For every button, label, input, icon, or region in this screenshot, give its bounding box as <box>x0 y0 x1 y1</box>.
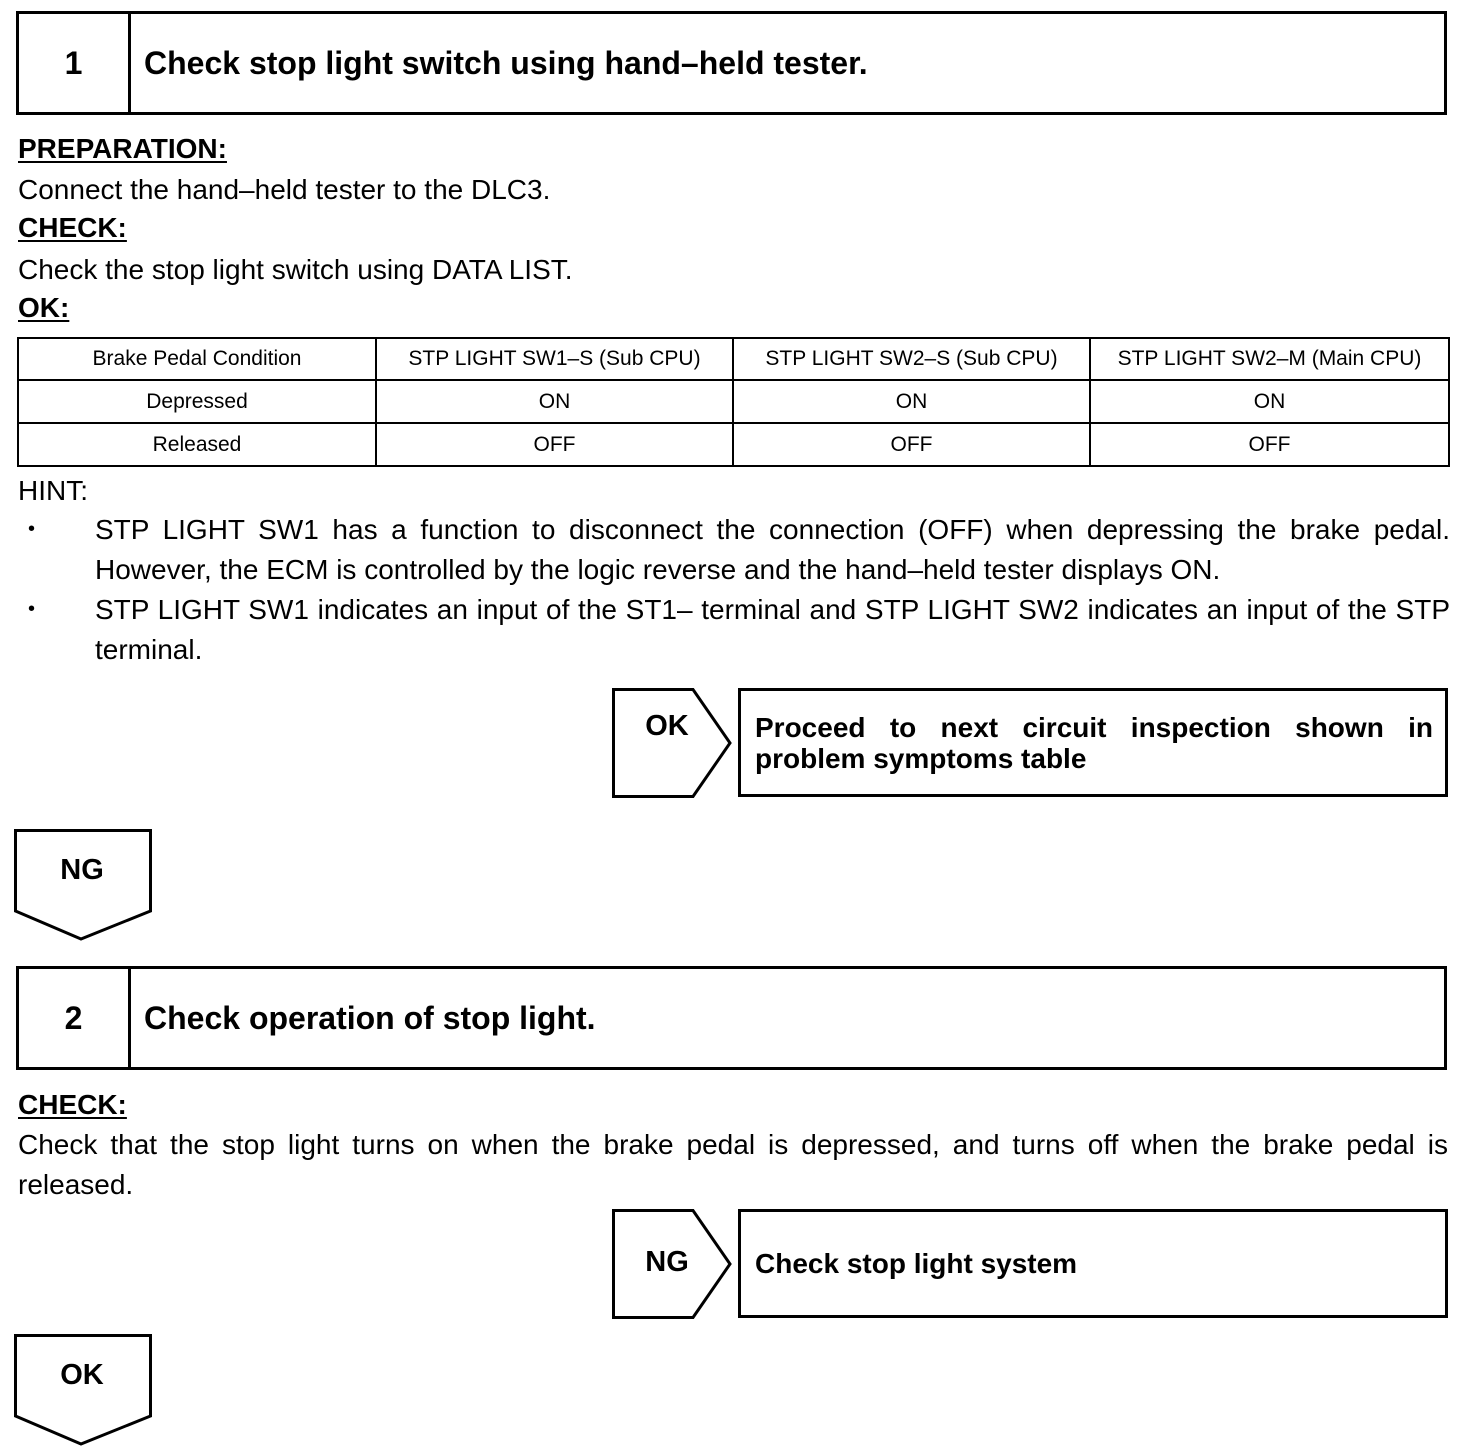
table-header-cell: STP LIGHT SW1–S (Sub CPU) <box>376 338 733 380</box>
table-header-cell: STP LIGHT SW2–M (Main CPU) <box>1090 338 1449 380</box>
step-2-number: 2 <box>19 969 131 1067</box>
preparation-text: Connect the hand–held tester to the DLC3. <box>18 174 551 205</box>
step-1-number: 1 <box>19 14 131 112</box>
table-row <box>18 423 1449 466</box>
table-cell: ON <box>733 380 1090 423</box>
step-1-header <box>16 11 1447 115</box>
ok-result-text: Proceed to next circuit inspection shown in problem symptoms table <box>755 711 1433 774</box>
hint-label: HINT: <box>18 475 88 506</box>
check-2-label: CHECK: <box>18 1089 127 1120</box>
ok-label: OK: <box>18 292 70 323</box>
ng-result-box <box>738 1209 1448 1318</box>
bullet-icon: • <box>28 518 36 540</box>
ng-result-text: Check stop light system <box>755 1248 1078 1279</box>
ok-arrow-shape <box>612 688 734 798</box>
preparation-label: PREPARATION: <box>18 133 227 164</box>
table-header-row <box>18 338 1449 380</box>
ng-tag-2: NG <box>645 1246 689 1278</box>
step-2-title: Check operation of stop light. <box>144 999 596 1036</box>
table-cell: ON <box>1090 380 1449 423</box>
ok-result-box <box>738 688 1448 797</box>
bullet-icon: • <box>28 598 36 620</box>
table-header-cell: STP LIGHT SW2–S (Sub CPU) <box>733 338 1090 380</box>
ng-tag: NG <box>60 854 104 886</box>
table-cell: OFF <box>376 423 733 466</box>
ok-tag-2: OK <box>60 1359 104 1391</box>
hint-bullet-2: STP LIGHT SW1 indicates an input of the ST1– terminal and STP LIGHT SW2 indicates an input of the STP terminal. <box>95 594 1450 665</box>
table-row <box>18 380 1449 423</box>
table-cell: Released <box>18 423 376 466</box>
check-2-text: Check that the stop light turns on when the brake pedal is depressed, and turns off when the brake pedal is released. <box>18 1129 1448 1200</box>
ok-tag: OK <box>645 710 689 742</box>
table-header-cell: Brake Pedal Condition <box>18 338 376 380</box>
hint-bullet-1: STP LIGHT SW1 has a function to disconnect the connection (OFF) when depressing the brake pedal. However, the ECM is controlled by the logic reverse and the hand–held tester displays ON. <box>95 514 1450 585</box>
step-1-title: Check stop light switch using hand–held tester. <box>144 44 868 81</box>
table-cell: OFF <box>733 423 1090 466</box>
check-1-label: CHECK: <box>18 212 127 243</box>
check-1-text: Check the stop light switch using DATA LIST. <box>18 254 573 285</box>
table-cell: OFF <box>1090 423 1449 466</box>
table-cell: ON <box>376 380 733 423</box>
stop-light-switch-table <box>17 337 1450 467</box>
step-2-header <box>16 966 1447 1070</box>
table-cell: Depressed <box>18 380 376 423</box>
